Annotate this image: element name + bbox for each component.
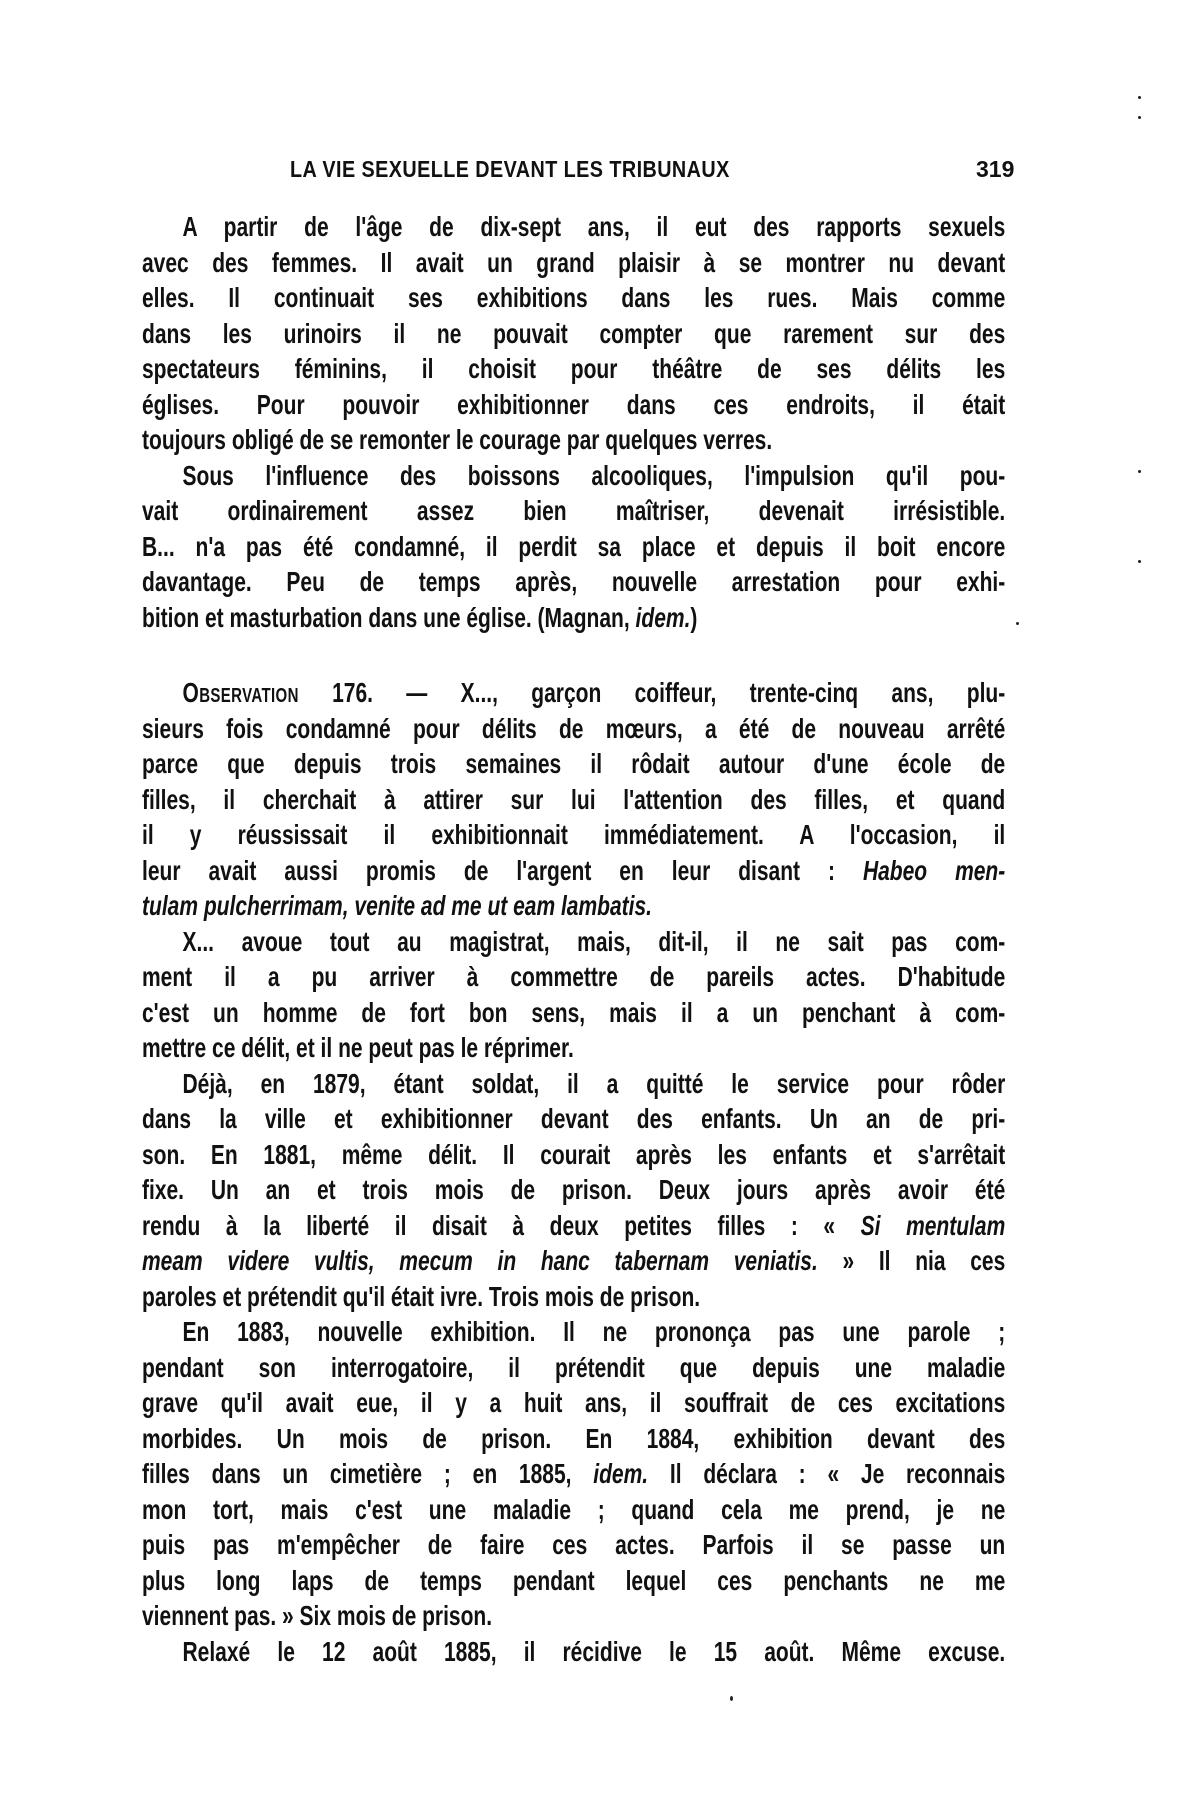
text-run: c'est un homme de fort bon sens, mais il a un penchant à com- (142, 996, 1006, 1028)
paragraph (142, 924, 1200, 1066)
text-run: il y réussissait il exhibitionnait immédiatement. A l'occasion, il (142, 819, 1006, 850)
text-line (142, 995, 1005, 1031)
text-run: sieurs fois condamné pour délits de mœurs, a été de nouveau arrêté (142, 712, 1006, 744)
text-block-upper (142, 209, 1200, 635)
small-caps-text: Observation (182, 677, 299, 708)
text-run: filles dans un cimetière ; en 1885, (142, 1458, 594, 1489)
text-line (142, 1137, 1005, 1173)
text-line (142, 675, 1005, 711)
text-line (142, 1101, 1005, 1137)
text-line (142, 600, 1005, 636)
text-run: En 1883, nouvelle exhibition. Il ne prononça pas une parole ; (182, 1316, 1006, 1347)
text-line (142, 1385, 1005, 1421)
text-line (142, 1314, 1005, 1350)
text-run: ) (690, 601, 698, 633)
text-line (142, 209, 1005, 245)
text-run: mettre ce délit, et il ne peut pas le réprimer. (142, 1032, 574, 1063)
text-run: plus long laps de temps pendant lequel ces penchants ne me (142, 1564, 1006, 1596)
text-line (142, 888, 1005, 924)
text-run: davantage. Peu de temps après, nouvelle arrestation pour exhi- (142, 566, 1006, 597)
scan-speck (1016, 622, 1019, 625)
text-run: Il déclara : « Je reconnais (648, 1458, 1006, 1489)
text-line (142, 1066, 1005, 1102)
text-line (142, 817, 1005, 853)
text-run: bition et masturbation dans une église. (Magnan, (142, 601, 636, 633)
italic-text: idem. (635, 601, 691, 633)
text-line (142, 1492, 1005, 1528)
text-run: son. En 1881, même délit. Il courait après les enfants et s'arrêtait (142, 1138, 1006, 1170)
text-line (142, 493, 1005, 529)
running-head-title: LA VIE SEXUELLE DEVANT LES TRIBUNAUX (290, 156, 730, 182)
text-run: fixe. Un an et trois mois de prison. Deux jours après avoir été (142, 1174, 1006, 1205)
italic-text: Si mentulam (860, 1209, 1006, 1241)
text-line (142, 1208, 1005, 1244)
text-line (142, 1421, 1005, 1457)
text-run: filles, il cherchait à attirer sur lui l'attention des filles, et quand (142, 783, 1006, 815)
text-run: mon tort, mais c'est une maladie ; quand cela me prend, je ne (142, 1493, 1006, 1525)
italic-text: idem. (593, 1458, 649, 1489)
text-line (142, 245, 1005, 281)
text-run: pendant son interrogatoire, il prétendit que depuis une maladie (142, 1351, 1006, 1383)
text-line (142, 1279, 1005, 1315)
text-run: Relaxé le 12 août 1885, il récidive le 15 août. Même excuse. (182, 1635, 1006, 1667)
text-line (142, 1598, 1005, 1634)
paragraph (142, 1066, 1200, 1315)
text-line (142, 1527, 1005, 1563)
scan-speck (730, 1696, 733, 1701)
text-run: X... avoue tout au magistrat, mais, dit-il, il ne sait pas com- (182, 925, 1006, 957)
text-line (142, 529, 1005, 565)
text-run: puis pas m'empêcher de faire ces actes. Parfois il se passe un (142, 1529, 1006, 1560)
text-line (142, 1634, 1005, 1670)
text-line (142, 316, 1005, 352)
scan-speck (1138, 96, 1141, 99)
text-line (142, 853, 1005, 889)
text-line (142, 1456, 1005, 1492)
text-run: elles. Il continuait ses exhibitions dans les rues. Mais comme (142, 282, 1006, 313)
text-run: grave qu'il avait eue, il y a huit ans, il souffrait de ces excitations (142, 1387, 1006, 1418)
text-run: toujours obligé de se remonter le courage par quelques verres. (142, 424, 773, 455)
text-run: ment il a pu arriver à commettre de pareils actes. D'habitude (142, 961, 1006, 992)
paragraph (142, 675, 1200, 924)
italic-text: meam videre vultis, mecum in hanc tabernam veniatis. (142, 1245, 818, 1276)
text-line (142, 924, 1005, 960)
text-run: Sous l'influence des boissons alcooliques, l'impulsion qu'il pou- (182, 459, 1006, 491)
text-run: avec des femmes. Il avait un grand plaisir à se montrer nu devant (142, 246, 1006, 278)
text-run: » Il nia ces (817, 1245, 1006, 1276)
text-run: dans la ville et exhibitionner devant des enfants. Un an de pri- (142, 1103, 1006, 1134)
text-run: morbides. Un mois de prison. En 1884, exhibition devant des (142, 1422, 1006, 1454)
text-line (142, 422, 1005, 458)
text-line (142, 1172, 1005, 1208)
text-run: vait ordinairement assez bien maîtriser, devenait irrésistible. (142, 495, 1006, 526)
scan-speck (1138, 470, 1141, 473)
italic-text: tulam pulcherrimam, venite ad me ut eam lambatis. (142, 890, 652, 921)
text-block-observation-176 (142, 675, 1200, 1669)
text-line (142, 387, 1005, 423)
text-run: viennent pas. » Six mois de prison. (142, 1600, 493, 1631)
text-line (142, 746, 1005, 782)
text-line (142, 959, 1005, 995)
italic-text: Habeo men- (862, 854, 1006, 886)
text-line (142, 280, 1005, 316)
text-line (142, 1563, 1005, 1599)
paragraph (142, 458, 1200, 636)
text-line (142, 351, 1005, 387)
text-run: églises. Pour pouvoir exhibitionner dans ces endroits, il était (142, 388, 1006, 420)
text-run: Déjà, en 1879, étant soldat, il a quitté le service pour rôder (182, 1067, 1006, 1099)
text-line (142, 1030, 1005, 1066)
text-line (142, 1243, 1005, 1279)
text-run: rendu à la liberté il disait à deux petites filles : « (142, 1209, 861, 1241)
text-run: parce que depuis trois semaines il rôdait autour d'une école de (142, 748, 1006, 779)
paragraph (142, 1314, 1200, 1634)
text-line (142, 564, 1005, 600)
text-run: 176. — X..., garçon coiffeur, trente-cinq ans, plu- (298, 677, 1006, 708)
text-run: paroles et prétendit qu'il était ivre. Trois mois de prison. (142, 1280, 701, 1312)
text-run: leur avait aussi promis de l'argent en leur disant : (142, 854, 863, 886)
scan-speck (1138, 560, 1141, 563)
paragraph (142, 209, 1200, 458)
text-line (142, 458, 1005, 494)
text-line (142, 1350, 1005, 1386)
page-number: 319 (976, 156, 1015, 182)
text-line (142, 711, 1005, 747)
text-run: B... n'a pas été condamné, il perdit sa place et depuis il boit encore (142, 530, 1006, 562)
scan-speck (1138, 116, 1141, 119)
paragraph (142, 1634, 1200, 1670)
text-run: A partir de l'âge de dix-sept ans, il eut des rapports sexuels (182, 211, 1006, 242)
text-run: spectateurs féminins, il choisit pour théâtre de ses délits les (142, 353, 1006, 384)
text-line (142, 782, 1005, 818)
text-run: dans les urinoirs il ne pouvait compter que rarement sur des (142, 317, 1006, 349)
